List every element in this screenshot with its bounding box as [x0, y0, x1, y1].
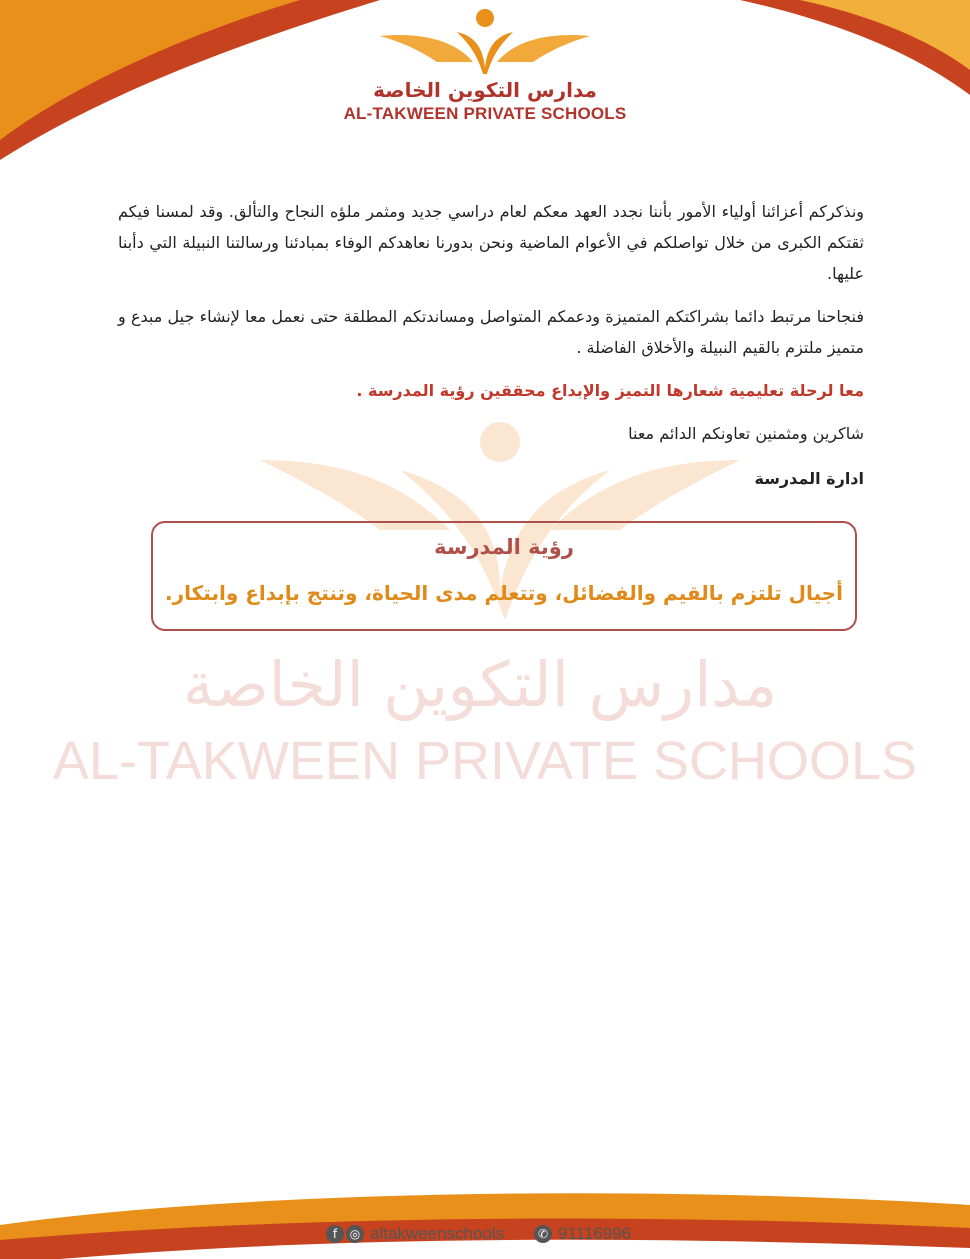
logo-arabic-name: مدارس التكوين الخاصة: [373, 78, 597, 102]
watermark-arabic: مدارس التكوين الخاصة: [182, 648, 778, 721]
signature: ادارة المدرسة: [754, 469, 864, 488]
phone-number[interactable]: 91116996: [558, 1224, 632, 1243]
vision-box: [151, 521, 857, 631]
footer: [0, 1222, 970, 1252]
thanks-line: شاكرين ومثمنين تعاونكم الدائم معنا: [628, 424, 864, 443]
watermark-english: AL-TAKWEEN PRIVATE SCHOOLS: [52, 731, 918, 791]
social-handle-group[interactable]: [326, 1224, 504, 1244]
letter-body: [118, 196, 864, 506]
logo-english-name: AL-TAKWEEN PRIVATE SCHOOLS: [343, 104, 627, 123]
facebook-icon[interactable]: f: [326, 1225, 344, 1243]
vision-title: رؤية المدرسة: [434, 535, 574, 559]
letter-paragraph-1: ونذكركم أعزائنا أولياء الأمور بأننا نجدد العهد معكم لعام دراسي جديد ومثمر ملؤه النجاح والتألق. وقد لمسنا فيكم ثقتكم الكبرى من خلال تواصلكم في الأعوام الماضية ونحن بدورنا نعاهدكم الوفاء بمبادئنا ورسالتنا النبيلة التي دأبنا عليها.: [118, 202, 864, 283]
instagram-icon[interactable]: ◎: [346, 1225, 364, 1243]
phone-group[interactable]: [534, 1224, 631, 1244]
social-handle[interactable]: altakweenschools: [370, 1224, 505, 1243]
school-logo: [330, 6, 640, 136]
whatsapp-icon[interactable]: ✆: [534, 1225, 552, 1243]
school-motto: معا لرحلة تعليمية شعارها التميز والإبداع محققين رؤية المدرسة .: [356, 381, 864, 400]
logo-emblem: [375, 6, 595, 76]
letter-paragraph-2: فنجاحنا مرتبط دائما بشراكتكم المتميزة ودعمكم المتواصل ومساندتكم المطلقة حتى نعمل معا لإنشاء جيل مبدع و متميز ملتزم بالقيم النبيلة والأخلاق الفاضلة .: [118, 307, 864, 357]
vision-text: أجيال تلتزم بالقيم والفضائل، وتتعلم مدى الحياة، وتنتج بإبداع وابتكار.: [165, 581, 843, 605]
